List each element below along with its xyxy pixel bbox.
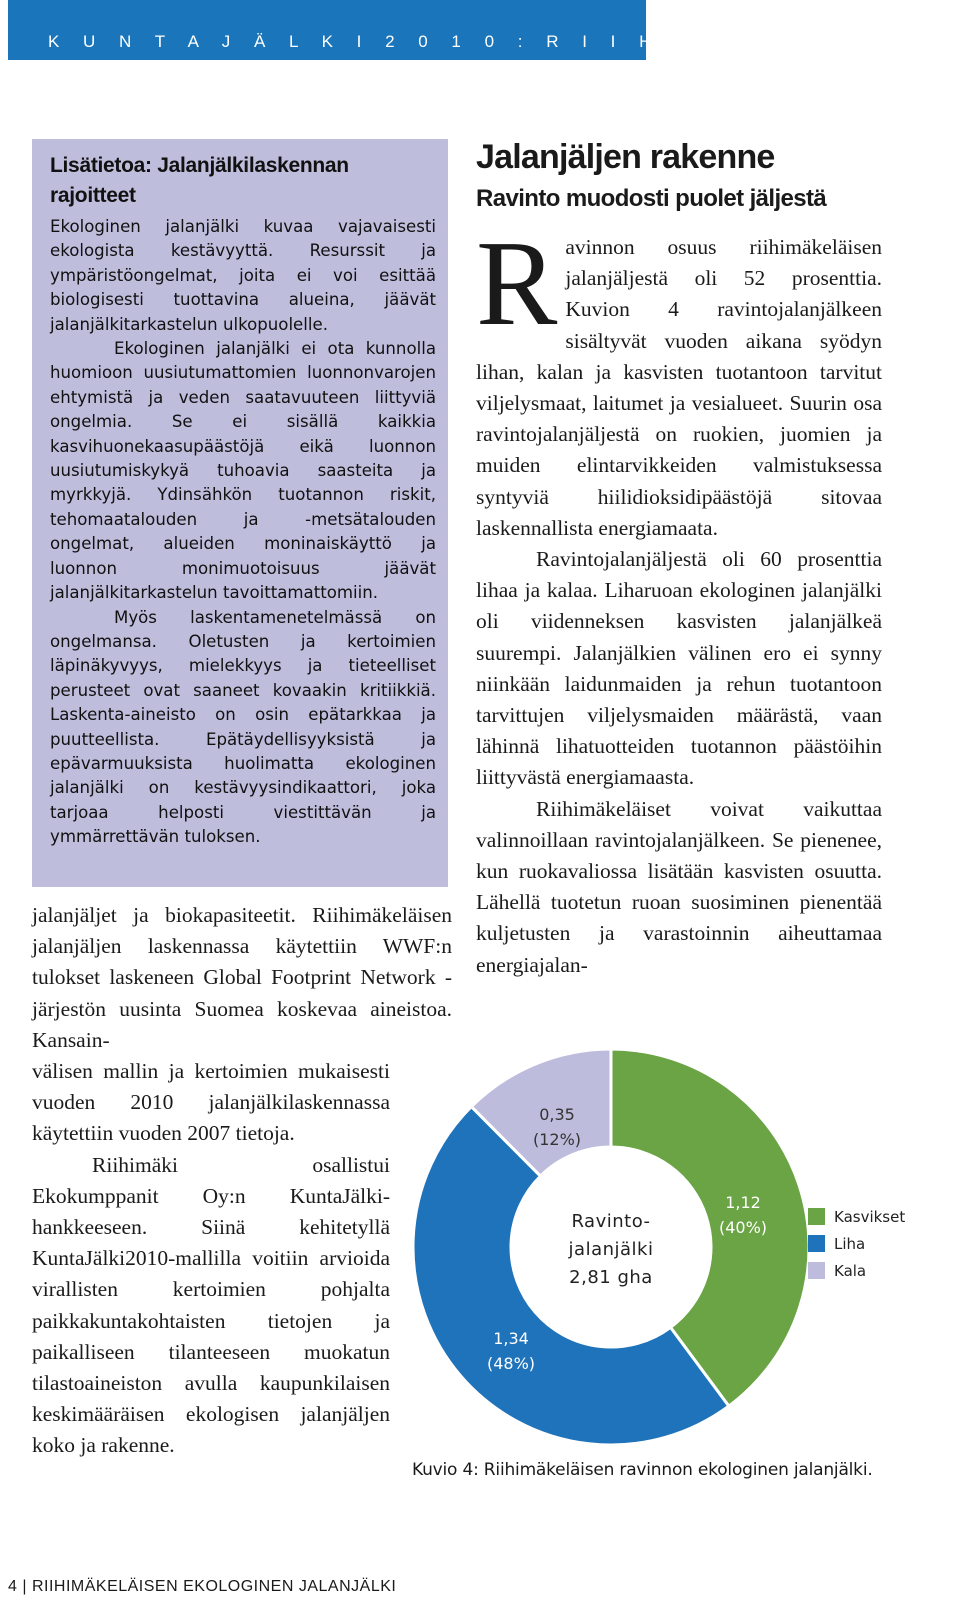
page-footer: 4 | RIIHIMÄKELÄISEN EKOLOGINEN JALANJÄLKI: [8, 1578, 397, 1595]
slice-value-label: 0,35: [539, 1105, 575, 1124]
donut-chart: [400, 1050, 960, 1470]
drop-cap: R: [476, 216, 558, 351]
section-title: Jalanjäljen rakenne: [476, 138, 775, 176]
slice-percent-label: (40%): [718, 1218, 768, 1237]
running-header: K U N T A J Ä L K I 2 0 1 0 : R I I H I M Ä K I: [48, 32, 826, 51]
center-label: jalanjälki: [568, 1239, 654, 1260]
left-column: [32, 900, 452, 1462]
legend-swatch: [808, 1208, 825, 1225]
slice-percent-label: (12%): [532, 1130, 582, 1149]
slice-value-label: 1,34: [493, 1329, 529, 1348]
header-band: [8, 0, 826, 60]
info-box-paragraph: Myös laskentamenetelmässä on ongelmansa. Oletusten ja kertoimien läpinäkyvyys, mielekkyys ja tieteelliset perusteet ovat saaneet kovaakin kritiikkiä. Laskenta-aineisto on osin epätarkkaa ja puutteellista. Epätäydellisyyksistä ja epävarmuuksista huolimatta ekologinen jalanjälki on kestävyysindikaattori, joka tarjoaa helposti viestittävän ja ymmärrettävän tuloksen.: [50, 607, 436, 847]
slice-value-label: 1,12: [725, 1193, 761, 1212]
donut-chart-svg: [400, 1050, 960, 1470]
body-paragraph: [476, 216, 882, 544]
center-label: 2,81 gha: [569, 1267, 653, 1288]
info-box: [32, 139, 448, 887]
info-box-paragraph: Ekologinen jalanjälki ei ota kunnolla huomioon uusiutumattomien luonnonvarojen ehtymistä ja veden saatavuuteen liittyviä ongelmia. Se ei sisällä kaikkia kasvihuonekaasupäästöjä eikä luonnon uusiutumiskykyä tuhoavia saasteita ja myrkkyjä. Ydinsähkön tuotannon riskit, tehomaatalouden ja -metsätalouden ongelmat, alueiden moninaiskäyttö ja luonnon monimuotoisuus jäävät jalanjälkitarkastelun tavoittamattomiin.: [50, 339, 436, 603]
info-box-title: Lisätietoa: Jalanjälkilaskennan rajoitteet: [50, 154, 349, 207]
legend-label: Liha: [834, 1235, 866, 1253]
body-paragraph: Ravintojalanjäljestä oli 60 prosenttia lihaa ja kalaa. Liharuoan ekologinen jalanjälki oli viidenneksen kasvisten jalanjälkeä suurempi. Jalanjälkien välinen ero ei synny niinkään laidunmaiden ja rehun tuotantoon tarvittujen viljelysmaiden määrästä, vaan lähinnä lihatuotteiden tuotannon päästöihin liittyvästä energiamaasta.: [476, 547, 882, 790]
body-paragraph: Riihimäkeläiset voivat vaikuttaa valinnoillaan ravintojalanjälkeen. Se pienenee, kun ruokavaliossa lisätään kasvisten osuutta. Lähellä tuotetun ruoan suosiminen pienentää kuljetusten ja varastoinnin aiheuttamaa energiajalan-: [476, 796, 882, 977]
legend-label: Kala: [834, 1262, 867, 1280]
center-label: Ravinto-: [571, 1211, 651, 1232]
body-paragraph: jalanjäljet ja biokapasiteetit. Riihimäkeläisen jalanjäljen laskennassa käytettiin WWF:n tulokset laskeneen Global Footprint Network -järjestön uusinta Suomea koskevaa aineistoa. Kansain-: [32, 903, 452, 1052]
info-box-paragraph: Ekologinen jalanjälki kuvaa vajavaisesti ekologista kestävyyttä. Resurssit ja ympäristöongelmat, joita ei voi esittää biologisesti tuottavina alueina, jäävät jalanjälkitarkastelun ulkopuolelle.: [50, 217, 436, 334]
legend-label: Kasvikset: [834, 1208, 906, 1226]
legend-swatch: [808, 1235, 825, 1252]
legend-swatch: [808, 1262, 825, 1279]
slice-percent-label: (48%): [486, 1354, 536, 1373]
figure-caption: Kuvio 4: Riihimäkeläisen ravinnon ekologinen jalanjälki.: [412, 1460, 873, 1480]
body-paragraph: välisen mallin ja kertoimien mukaisesti vuoden 2010 jalanjälkilaskennassa käytettiin vuoden 2007 tietoja.: [32, 1059, 390, 1146]
section-subtitle: Ravinto muodosti puolet jäljestä: [476, 185, 827, 212]
body-text: avinnon osuus riihimäkeläisen jalanjäljestä oli 52 prosenttia. Kuvion 4 ravintojalanjälkeen sisältyvät vuoden aikana syödyn lihan, kalan ja kasvisten tuotantoon tarvitut viljelysmaat, laitumet ja vesialueet. Suurin osa ravintojalanjäljestä on ruokien, juomien ja muiden elintarvikkeiden valmistuksessa syntyviä hiilidioksidipäästöjä sitovaa laskennallista energiamaata.: [476, 235, 882, 540]
body-paragraph: Riihimäki osallistui Ekokumppanit Oy:n KuntaJälki-hankkeeseen. Siinä kehitetyllä KuntaJälki2010-mallilla voitiin arvioida virallisten kertoimien pohjalta paikkakuntakohtaisten tietojen ja paikalliseen tilanteeseen muokatun tilastoaineiston avulla kaupunkilaisen keskimääräisen ekologisen jalanjäljen koko ja rakenne.: [32, 1152, 390, 1458]
right-column: [476, 136, 882, 981]
